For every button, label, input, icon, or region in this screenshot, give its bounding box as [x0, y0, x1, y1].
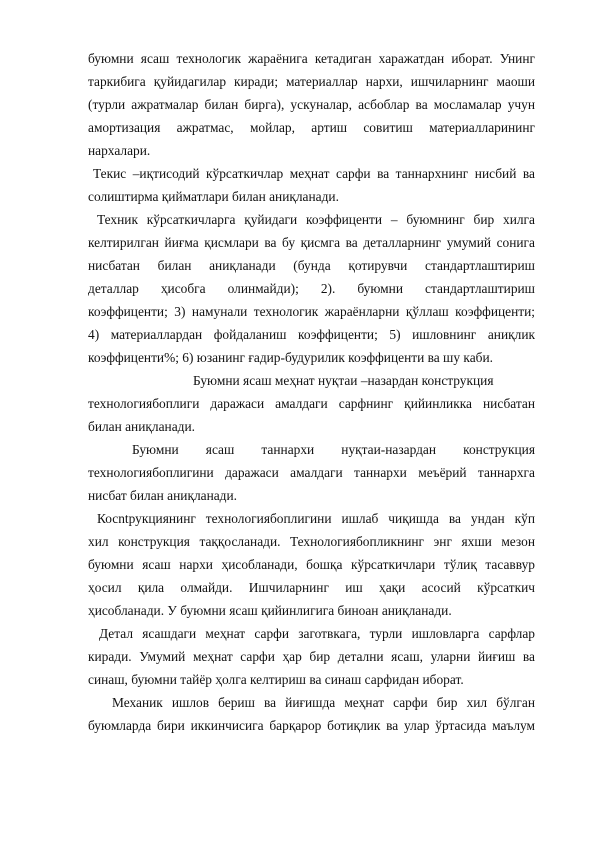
- text-line: буюмни ясаш нархи ҳисобланади, бошқа кўрсаткичлари тўлиқ тасаввур: [88, 557, 535, 572]
- text-line: нархалари.: [88, 143, 151, 158]
- text-line: Буюмни ясаш таннархи нуқтаи-назардан конструкция: [132, 442, 535, 457]
- text-line: буюмни ясаш технологик жараёнига кетадиган харажатдан иборат. Унинг: [88, 51, 535, 66]
- text-line: коэффиценти; 3) намунали технологик жараёнларни қўллаш коэффиценти;: [88, 304, 535, 319]
- text-line: 4) материаллардан фойдаланиш коэффиценти; 5) ишловнинг аниқлик: [88, 327, 535, 342]
- text-line: Детал ясашдаги меҳнат сарфи заготвкага, турли ишловларга сарфлар: [99, 626, 535, 641]
- text-line: Текис –иқтисодий кўрсаткичлар меҳнат сарфи ва таннархнинг нисбий ва: [93, 166, 535, 181]
- text-line: Косntрукциянинг технологиябоплигини ишлаб чиқишда ва ундан кўп: [97, 511, 535, 526]
- text-line: Техник кўрсаткичларга қуйидаги коэффиценти – буюмнинг бир хилга: [97, 212, 535, 227]
- text-line: деталлар ҳисобга олинмайди); 2). буюмни стандартлаштириш: [88, 281, 535, 296]
- document-page: [88, 47, 535, 737]
- text-line: ҳосил қила олмайди. Ишчиларнинг иш ҳақи асосий кўрсаткич: [88, 580, 535, 595]
- text-line: Механик ишлов бериш ва йиғишда меҳнат сарфи бир хил бўлган: [112, 695, 535, 710]
- text-line: солиштирма қийматлари билан аниқланади.: [88, 189, 339, 204]
- text-line: ҳисобланади. У буюмни ясаш қийинлигига биноан аниқланади.: [88, 603, 452, 618]
- text-line: нисбат билан аниқланади.: [88, 488, 238, 503]
- text-line: коэффиценти%; 6) юзанинг ғадир-будурилик коэффиценти ва шу каби.: [88, 350, 493, 365]
- text-line: билан аниқланади.: [88, 419, 195, 434]
- text-line: технологиябоплигини даражаси амалдаги таннархи меъёрий таннархга: [88, 465, 535, 480]
- text-line: киради. Умумий меҳнат сарфи ҳар бир детални ясаш, уларни йиғиш ва: [88, 649, 535, 664]
- text-line: нисбатан билан аниқланади (бунда қотирувчи стандартлаштириш: [88, 258, 535, 273]
- text-line: синаш, буюмни тайёр ҳолга келтириш ва синаш сарфидан иборат.: [88, 672, 464, 687]
- text-line: технологиябоплиги даражаси амалдаги сарфнинг қийинликка нисбатан: [88, 396, 535, 411]
- text-line: Буюмни ясаш меҳнат нуқтаи –назардан конструкция: [193, 373, 494, 388]
- text-line: амортизация ажратмас, мойлар, артиш совитиш материалларининг: [88, 120, 535, 135]
- text-line: хил конструкция таққосланади. Технологиябопликнинг энг яхши мезон: [88, 534, 535, 549]
- text-line: буюмларда бири иккинчисига барқарор ботиқлик ва улар ўртасида маълум: [88, 718, 535, 733]
- text-line: келтирилган йиғма қисмлари ва бу қисмга ва деталларнинг умумий сонига: [88, 235, 535, 250]
- text-line: (турли ажратмалар билан бирга), ускуналар, асбоблар ва мосламалар учун: [88, 97, 535, 112]
- text-line: таркибига қуйидагилар киради; материаллар нархи, ишчиларнинг маоши: [88, 74, 535, 89]
